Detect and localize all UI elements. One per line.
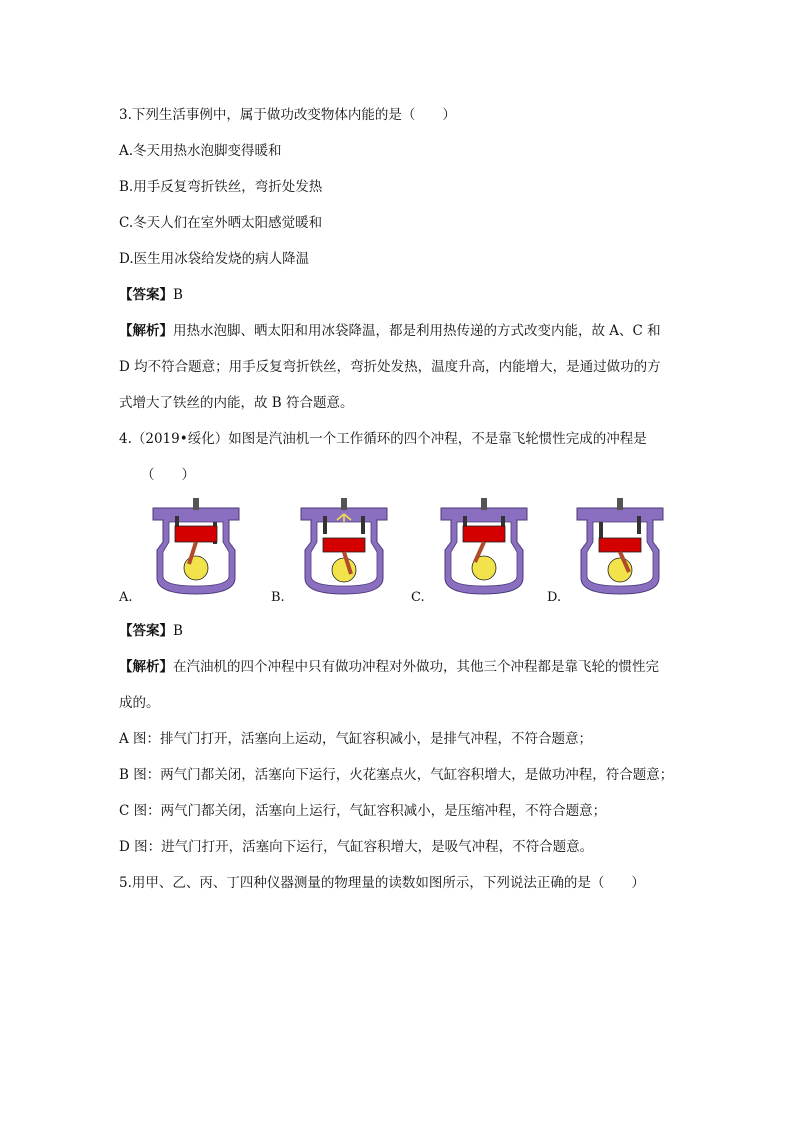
q4-detail-a: A 图：排气门打开，活塞向上运动，气缸容积减小，是排气冲程，不符合题意；	[119, 731, 593, 747]
engine-diagram-b	[293, 498, 395, 598]
q4-stem-line-1: 4.（2019•绥化）如图是汽油机一个工作循环的四个冲程，不是靠飞轮惯性完成的冲程是	[119, 431, 647, 447]
q4-detail-b: B 图：两气门都关闭，活塞向下运行，火花塞点火，气缸容积增大，是做功冲程，符合题意；	[119, 767, 674, 783]
q4-analysis-line-1	[119, 658, 679, 676]
q3-answer-tag: 【答案】	[119, 287, 173, 303]
q3-analysis-line-1	[119, 322, 679, 340]
q4-analysis-text-1: 在汽油机的四个冲程中只有做功冲程对外做功，其他三个冲程都是靠飞轮的惯性完	[173, 659, 659, 675]
q3-analysis-line-3: 式增大了铁丝的内能，故 B 符合题意。	[119, 395, 354, 411]
q3-option-a: A.冬天用热水泡脚变得暖和	[119, 143, 282, 159]
spark-plug-icon	[481, 498, 487, 510]
engine-c-body	[441, 508, 527, 594]
q3-answer-value: B	[173, 287, 183, 303]
q3-stem: 3.下列生活事例中，属于做功改变物体内能的是（ ）	[119, 107, 456, 123]
q4-answer-value: B	[173, 623, 183, 639]
q3-option-b: B.用手反复弯折铁丝，弯折处发热	[119, 179, 323, 195]
crank-b	[332, 558, 356, 582]
exhaust-valve-closed-icon	[361, 516, 365, 534]
engine-diagram-d	[569, 498, 671, 598]
q4-detail-c: C 图：两气门都关闭，活塞向上运行，气缸容积减小，是压缩冲程，不符合题意；	[119, 803, 607, 819]
engine-diagram-c	[433, 498, 535, 598]
piston-a	[175, 526, 217, 542]
spark-plug-icon	[193, 498, 199, 510]
engine-label-c: C.	[411, 590, 425, 605]
q5-stem: 5.用甲、乙、丙、丁四种仪器测量的物理量的读数如图所示，下列说法正确的是（ ）	[119, 875, 645, 891]
piston-d	[599, 538, 641, 552]
q3-answer	[119, 286, 679, 304]
crank-a	[184, 556, 208, 580]
q3-option-d: D.医生用冰袋给发烧的病人降温	[119, 251, 310, 267]
piston-c	[463, 526, 505, 542]
q4-analysis-tag: 【解析】	[119, 659, 173, 675]
q4-detail-d: D 图：进气门打开，活塞向下运行，气缸容积增大，是吸气冲程，不符合题意。	[119, 839, 594, 855]
spark-plug-icon	[341, 498, 347, 510]
q4-answer	[119, 622, 679, 640]
q3-option-c: C.冬天人们在室外晒太阳感觉暖和	[119, 215, 323, 231]
q4-answer-tag: 【答案】	[119, 623, 173, 639]
piston-b	[323, 538, 365, 552]
engine-diagram-a	[145, 498, 247, 598]
spark-plug-icon	[617, 498, 623, 510]
engine-a-body	[153, 508, 239, 594]
q3-analysis-line-2: D 均不符合题意；用手反复弯折铁丝，弯折处发热，温度升高，内能增大，是通过做功的方	[119, 359, 661, 375]
engine-label-d: D.	[547, 590, 562, 605]
q3-analysis-tag: 【解析】	[119, 323, 173, 339]
q4-analysis-line-2: 成的。	[119, 695, 160, 711]
exhaust-valve-closed-icon	[637, 516, 641, 534]
engine-label-a: A.	[119, 590, 133, 605]
q4-stem-line-2: （ ）	[141, 467, 195, 483]
q3-analysis-text-1: 用热水泡脚、晒太阳和用冰袋降温，都是利用热传递的方式改变内能，故 A、C 和	[173, 323, 661, 339]
intake-valve-closed-icon	[323, 516, 327, 534]
engine-label-b: B.	[271, 590, 285, 605]
engine-figure-row	[119, 498, 679, 610]
